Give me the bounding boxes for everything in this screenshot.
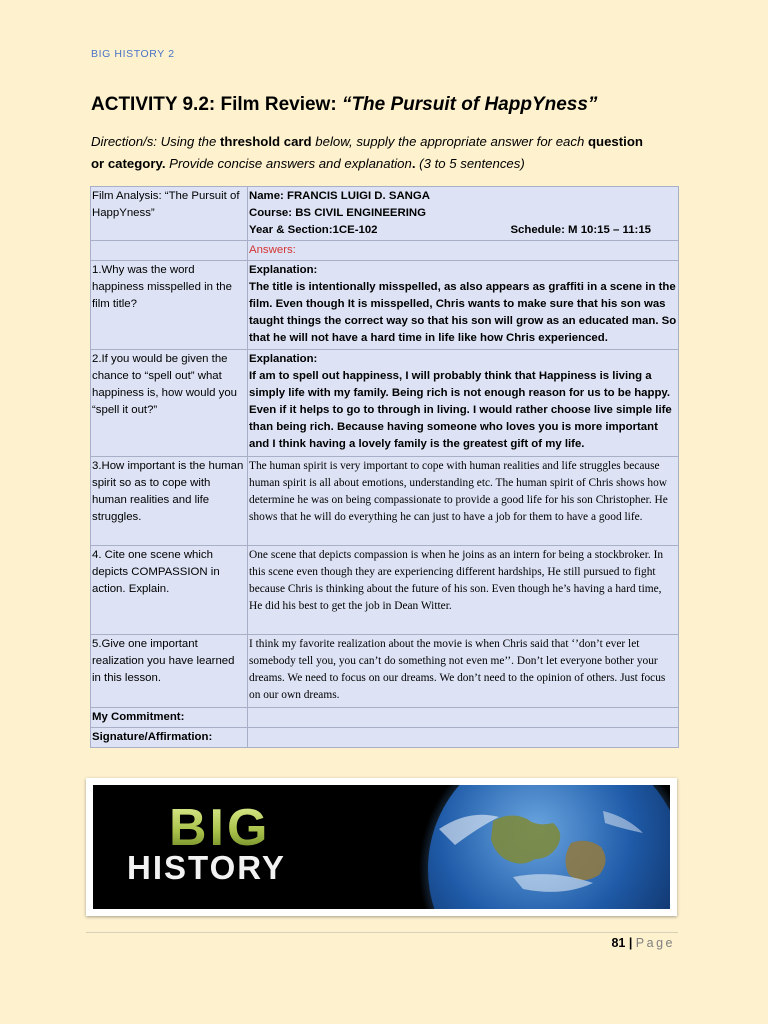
document-header-label: BIG HISTORY 2 bbox=[91, 48, 175, 60]
signature-field bbox=[248, 728, 679, 748]
question-cell: 5.Give one important realization you have learned in this lesson. bbox=[91, 635, 248, 708]
answer-text: If am to spell out happiness, I will probably think that Happiness is living a simply life with my family. Being rich is not enough reason for us to be happy. Even if it helps to go to through in living. I would rather choose live simple life than being rich. Because having someone who loves you is more important and I think having a lovely family is the greatest gift of my life. bbox=[249, 370, 672, 450]
table-row bbox=[91, 457, 679, 546]
year-section: Year & Section:1CE-102 bbox=[249, 224, 378, 236]
commitment-label: My Commitment: bbox=[91, 708, 248, 728]
page-number: 81 bbox=[611, 936, 626, 950]
question-cell: 1.Why was the word happiness misspelled in the film title? bbox=[91, 261, 248, 350]
student-name: Name: FRANCIS LUIGI D. SANGA bbox=[249, 190, 430, 202]
signature-label: Signature/Affirmation: bbox=[91, 728, 248, 748]
student-info-cell bbox=[248, 187, 679, 241]
year-schedule-row bbox=[249, 222, 677, 239]
table-row bbox=[91, 728, 679, 748]
page-separator: | bbox=[625, 936, 636, 950]
empty-cell bbox=[91, 241, 248, 261]
page-word: Page bbox=[635, 936, 675, 950]
table-row bbox=[91, 187, 679, 241]
answer-cell: The human spirit is very important to cope with human realities and life struggles because human spirit is all about emotions, understanding etc. The human spirit of Chris shows how determine he was on being compassionate to provide a good life for his son Christopher. He shows that he will do everything he can just to have a job for them to have a good life. bbox=[248, 457, 679, 546]
film-analysis-cell: Film Analysis: “The Pursuit of HappYness” bbox=[91, 187, 248, 241]
question-cell: 4. Cite one scene which depicts COMPASSION in action. Explain. bbox=[91, 546, 248, 635]
earth-banner-graphic bbox=[93, 785, 670, 909]
banner-big-text: BIG bbox=[169, 799, 271, 857]
commitment-field bbox=[248, 708, 679, 728]
student-course: Course: BS CIVIL ENGINEERING bbox=[249, 207, 427, 219]
banner-image bbox=[93, 785, 670, 909]
directions-part: below, supply the appropriate answer for each bbox=[311, 134, 588, 149]
table-row bbox=[91, 350, 679, 457]
answer-cell bbox=[248, 261, 679, 350]
page-footer bbox=[611, 936, 675, 950]
activity-title bbox=[91, 94, 597, 116]
banner-history-text: HISTORY bbox=[127, 849, 286, 886]
question-cell: 2.If you would be given the chance to “spell out” what happiness is, how would you “spell it out?” bbox=[91, 350, 248, 457]
directions-text bbox=[91, 131, 691, 175]
activity-title-film: “The Pursuit of HappYness” bbox=[341, 94, 598, 115]
table-row bbox=[91, 708, 679, 728]
table-row bbox=[91, 261, 679, 350]
footer-divider bbox=[86, 932, 678, 933]
answer-text: The title is intentionally misspelled, as also appears as graffiti in a scene in the film. Even though It is misspelled, Chris wants to make sure that his son was taught things the correct way so that his son will grow as an educated man. So that he will not have a hard time in life like how Chris experienced. bbox=[249, 281, 677, 344]
directions-part: (3 to 5 sentences) bbox=[415, 156, 525, 171]
directions-part: Provide concise answers and explanation bbox=[165, 156, 412, 171]
directions-threshold-card: threshold card bbox=[220, 134, 312, 149]
explanation-label: Explanation: bbox=[249, 353, 318, 365]
table-row bbox=[91, 241, 679, 261]
table-row bbox=[91, 635, 679, 708]
table-row bbox=[91, 546, 679, 635]
answer-cell: I think my favorite realization about the movie is when Chris said that ‘’don’t ever let somebody tell you, you can’t do something not even me’’. Don’t let everyone bother your dreams. We need to focus on our dreams. We don’t need to the opinion of others. Just focus on our own dreams. bbox=[248, 635, 679, 708]
answer-cell: One scene that depicts compassion is when he joins as an intern for being a stockbroker. In this scene even though they are experiencing different hardships, He still pursued to fight because Chris is thinking about the future of his son. Even though he’s having a hard time, He did his best to get the job in Dean Witter. bbox=[248, 546, 679, 635]
answers-header: Answers: bbox=[248, 241, 679, 261]
activity-title-prefix: ACTIVITY 9.2: Film Review: bbox=[91, 94, 342, 115]
directions-part: . bbox=[411, 156, 416, 171]
answer-cell bbox=[248, 350, 679, 457]
question-cell: 3.How important is the human spirit so as to cope with human realities and life struggles. bbox=[91, 457, 248, 546]
directions-part: or category. bbox=[91, 156, 166, 171]
directions-part: Direction/s: Using the bbox=[91, 134, 220, 149]
schedule: Schedule: M 10:15 – 11:15 bbox=[510, 224, 651, 236]
big-history-banner bbox=[86, 778, 677, 916]
film-review-table bbox=[90, 186, 679, 748]
explanation-label: Explanation: bbox=[249, 264, 318, 276]
directions-part: question bbox=[587, 134, 643, 149]
